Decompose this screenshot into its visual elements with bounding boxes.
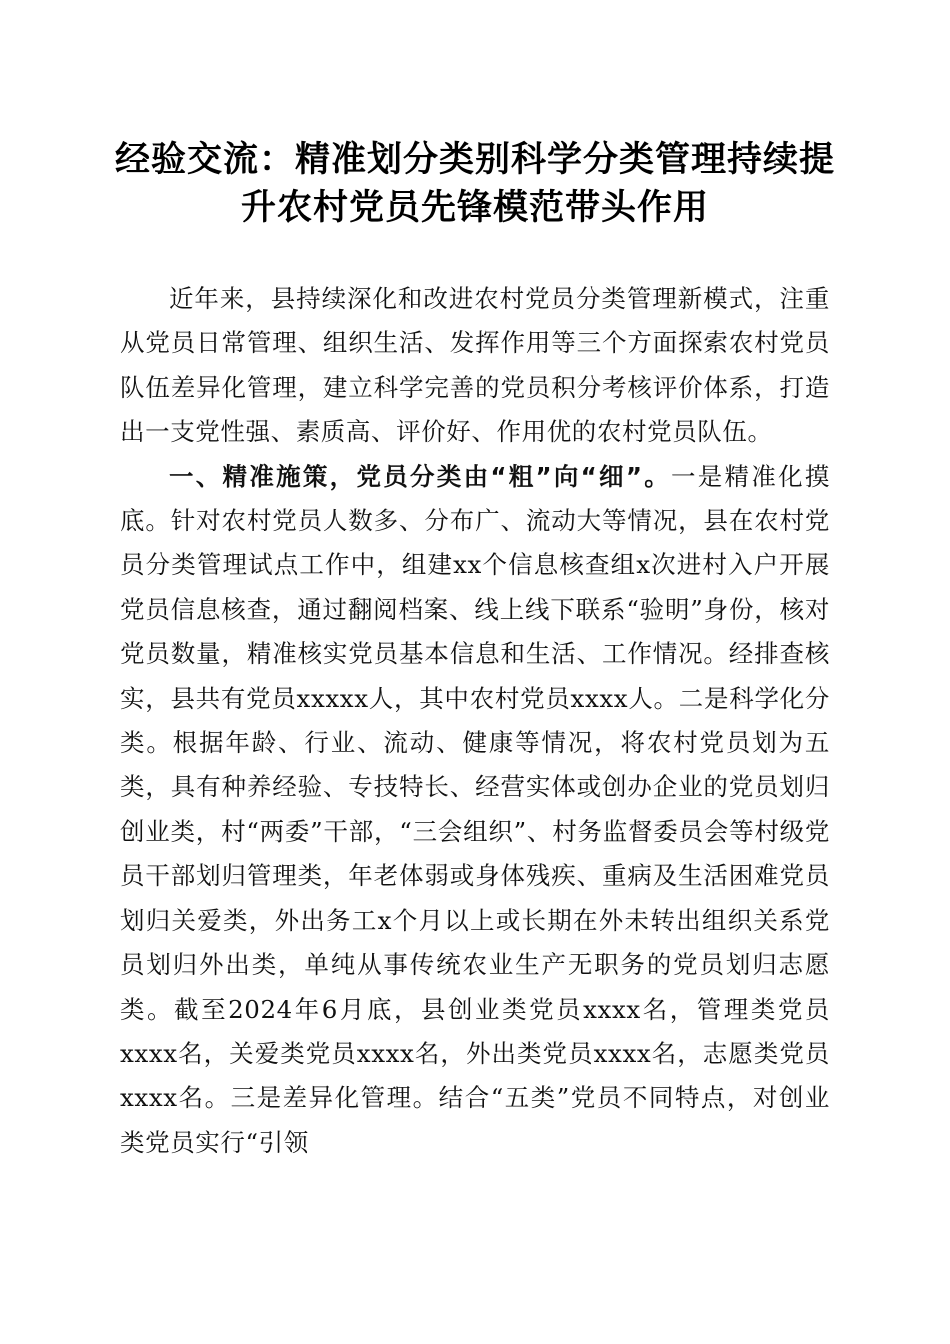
title-line-2: 升农村党员先锋模范带头作用 — [240, 187, 709, 228]
paragraph-text: 近年来，县持续深化和改进农村党员分类管理新模式，注重从党员日常管理、组织生活、发挥作用等三个方面探索农村党员队伍差异化管理，建立科学完善的党员积分考核评价体系，打造出一支党性强、素质高、评价好、作用优的农村党员队伍。 — [120, 284, 830, 447]
document-title — [110, 136, 840, 232]
paragraph-intro — [120, 277, 830, 455]
paragraph-section-1 — [120, 455, 830, 1166]
document-body — [120, 277, 830, 1165]
paragraph-text: 一是精准化摸底。针对农村党员人数多、分布广、流动大等情况，县在农村党员分类管理试点工作中，组建xx个信息核查组x次进村入户开展党员信息核查，通过翻阅档案、线上线下联系“验明”身份，核对党员数量，精准核实党员基本信息和生活、工作情况。经排查核实，县共有党员xxxxx人，其中农村党员xxxx人。二是科学化分类。根据年龄、行业、流动、健康等情况，将农村党员划为五类，具有种养经验、专技特长、经营实体或创办企业的党员划归创业类，村“两委”干部，“三会组织”、村务监督委员会等村级党员干部划归管理类，年老体弱或身体残疾、重病及生活困难党员划归关爱类，外出务工x个月以上或长期在外未转出组织关系党员划归外出类，单纯从事传统农业生产无职务的党员划归志愿类。截至2024年6月底，县创业类党员xxxx名，管理类党员xxxx名，关爱类党员xxxx名，外出类党员xxxx名，志愿类党员xxxx名。三是差异化管理。结合“五类”党员不同特点，对创业类党员实行“引领 — [120, 461, 830, 1157]
section-heading: 一、精准施策，党员分类由“粗”向“细”。 — [169, 461, 671, 491]
title-line-1: 经验交流：精准划分类别科学分类管理持续提 — [114, 139, 835, 180]
